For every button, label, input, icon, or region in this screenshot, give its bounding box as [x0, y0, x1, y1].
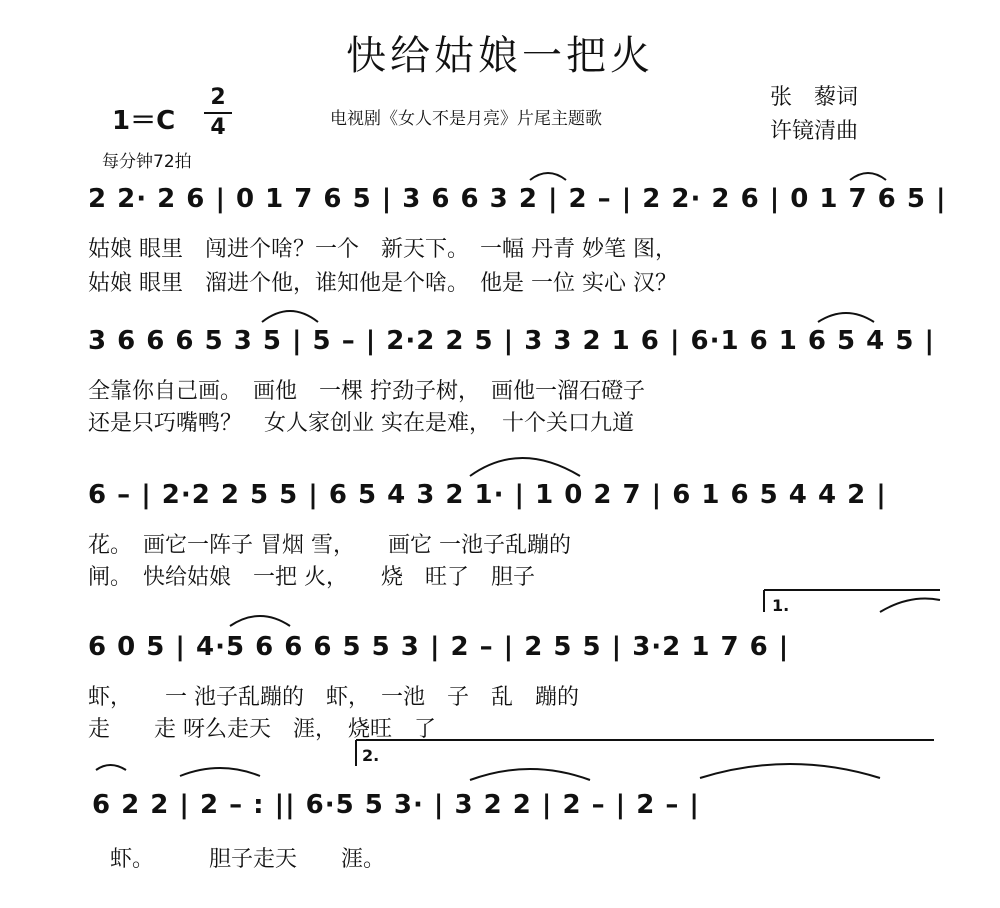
staff-5-lyrics: 虾。 胆子走天 涯。: [110, 847, 386, 872]
staff-3-notes: 6 – | 2·2 2 5 5 | 6 5 4 3 2 1· | 1 0 2 7 | 6 1 6 5 4 4 2 |: [88, 480, 887, 510]
slur-mark: [230, 616, 290, 626]
time-signature-bar: [204, 112, 232, 114]
slur-mark: [850, 173, 886, 180]
time-signature-top: 2: [210, 85, 226, 110]
slur-mark: [880, 599, 940, 613]
slur-mark: [818, 313, 874, 322]
time-signature: [204, 86, 232, 140]
staff-2-notes: 3 6 6 6 5 3 5 | 5 – | 2·2 2 5 | 3 3 2 1 6 | 6·1 6 1 6 5 4 5 |: [88, 326, 935, 356]
staff-1-lyrics-verse-1: 姑娘 眼里 闯进个啥？一个 新天下。 一幅 丹青 妙笔 图，: [88, 237, 677, 262]
second-ending-bracket: [356, 740, 934, 766]
staff-2-lyrics-verse-1: 全靠你自己画。 画他 一棵 拧劲子树， 画他一溜石磴子: [88, 379, 645, 404]
slur-mark: [96, 765, 126, 770]
staff-4-lyrics-verse-1: 虾， 一 池子乱蹦的 虾， 一池 子 乱 蹦的: [88, 685, 579, 710]
key-signature: 1＝C: [112, 106, 176, 136]
tempo-marking: 每分钟72拍: [102, 152, 192, 172]
staff-1-notes: 2 2· 2 6 | 0 1 7 6 5 | 3 6 6 3 2 | 2 – | 2 2· 2 6 | 0 1 7 6 5 |: [88, 184, 947, 214]
first-ending-bracket: [764, 590, 940, 612]
slur-mark: [530, 173, 566, 180]
second-ending-label: 2.: [362, 746, 380, 765]
staff-4-notes: 6 0 5 | 4·5 6 6 6 5 5 3 | 2 – | 2 5 5 | 3·2 1 7 6 |: [88, 632, 790, 662]
staff-3-lyrics-verse-2: 闸。 快给姑娘 一把 火， 烧 旺了 胆子: [88, 565, 535, 590]
song-title: 快给姑娘一把火: [346, 33, 654, 79]
slur-mark: [180, 768, 260, 776]
staff-2-lyrics-verse-2: 还是只巧嘴鸭？ 女人家创业 实在是难， 十个关口九道: [88, 411, 634, 436]
lyricist-credit: 张 藜词: [770, 85, 859, 110]
staff-3-lyrics-verse-1: 花。 画它一阵子 冒烟 雪， 画它 一池子乱蹦的: [88, 533, 571, 558]
staff-5-notes: 6 2 2 | 2 – : || 6·5 5 3· | 3 2 2 | 2 – | 2 – |: [92, 790, 700, 820]
slur-mark: [470, 458, 580, 476]
slur-mark: [470, 769, 590, 780]
staff-1-lyrics-verse-2: 姑娘 眼里 溜进个他，谁知他是个啥。 他是 一位 实心 汉？: [88, 271, 677, 296]
first-ending-label: 1.: [772, 596, 790, 615]
composer-credit: 许镜清曲: [770, 119, 859, 144]
slur-mark: [700, 764, 880, 778]
subtitle: 电视剧《女人不是月亮》片尾主题歌: [330, 109, 602, 129]
slur-mark: [262, 311, 318, 322]
staff-4-lyrics-verse-2: 走 走 呀么走天 涯， 烧旺 了: [88, 717, 436, 742]
time-signature-bottom: 4: [210, 115, 226, 140]
